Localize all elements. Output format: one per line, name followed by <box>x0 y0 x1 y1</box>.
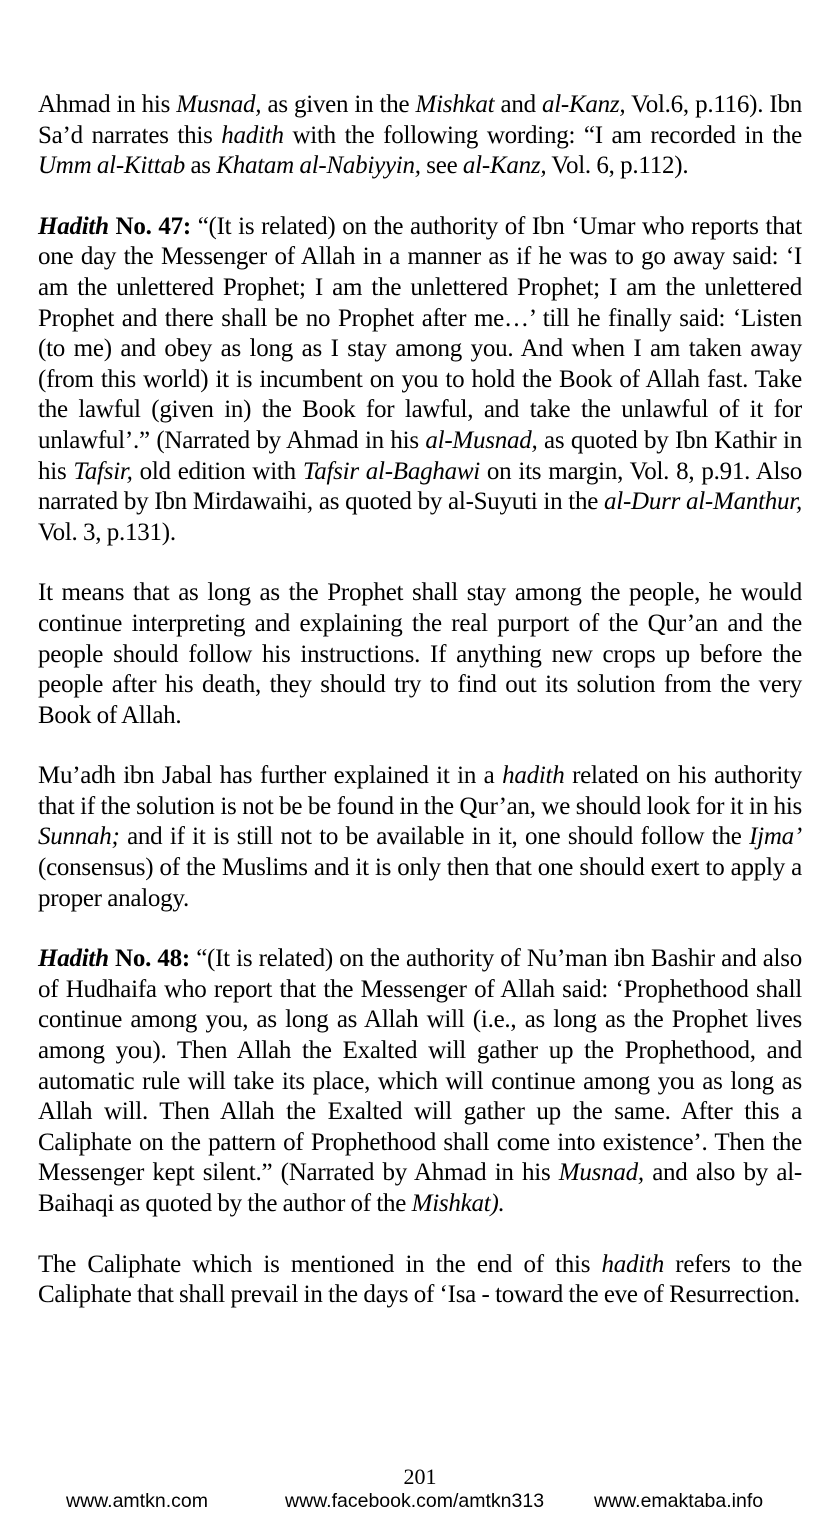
text-run: Khatam al-Nabiyyin, <box>216 152 421 180</box>
paragraph-hadith-48 <box>38 944 802 1219</box>
footer-link-amtkn[interactable]: www.amtkn.com <box>66 1490 208 1512</box>
paragraph-commentary-1 <box>38 578 802 731</box>
text-run: Hadith <box>38 212 109 240</box>
text-run: Musnad, <box>176 91 262 118</box>
text-run: Sunnah; <box>38 823 120 851</box>
footer <box>0 1490 840 1520</box>
text-run: hadith <box>221 121 284 149</box>
text-run: It means that as long as the Prophet shall stay among the people, he would continue interpreting and explaining the real purport of the Qur’an and the people should follow his instructions. If anything new crops up before the people after his death, they should try to find out its solution from the very Book of Allah. <box>38 579 802 729</box>
text-run: refers to the Caliphate that shall prevail in the days of ‘Isa - toward the eve of Resurrection. <box>38 1250 803 1309</box>
text-run: (consensus) of the Muslims and it is only then that one should exert to apply a proper analogy. <box>38 854 802 912</box>
paragraph-commentary-3 <box>38 1250 802 1311</box>
text-run: The Caliphate which is mentioned in the end of this <box>38 1250 602 1278</box>
text-run: “(It is related) on the authority of Nu’man ibn Bashir and also of Hudhaifa who report that the Messenger of Allah said: ‘Prophethood shall continue among you, as long as Allah will (i.e., as long as the Prophet lives among you). Then Allah the Exalted will gather up the Prophethood, and automatic rule will take its place, which will continue among you as long as Allah will. Then Allah the Exalted will gather up the same. After this a Caliphate on the pattern of Prophethood shall come into existence’. Then the Messenger kept silent.” (Narrated by Ahmad in his <box>38 945 802 1187</box>
text-run: Vol.6, p.116). Ibn Sa’d narrates this <box>38 91 802 149</box>
text-run: Mishkat). <box>411 1190 505 1217</box>
text-run: hadith <box>502 762 565 790</box>
text-run: Musnad, <box>558 1159 644 1187</box>
text-run: as <box>184 152 217 180</box>
text-run: Umm al-Kittab <box>38 152 185 180</box>
text-run: see <box>420 152 463 180</box>
text-run: Vol. 3, p.131). <box>38 518 176 546</box>
footer-link-facebook[interactable]: www.facebook.com/amtkn313 <box>285 1490 545 1512</box>
text-run: related on his authority that if the solution is not be be found in the Qur’an, we should look for it in his <box>38 762 802 820</box>
page-number: 201 <box>403 1464 437 1489</box>
text-run: al-Kanz, <box>462 152 547 180</box>
text-run: old edition with <box>132 457 303 485</box>
text-run: as quoted by Ibn Kathir in his <box>38 426 802 485</box>
paragraph-commentary-2 <box>38 761 802 914</box>
text-run: Ijma’ <box>749 823 802 851</box>
text-run: and if it is still not to be available in it, one should follow the <box>119 823 750 851</box>
text-run: Vol. 6, p.112). <box>546 152 689 180</box>
text-run: “(It is related) on the authority of Ibn ‘Umar who reports that one day the Messenger of Allah in a manner as if he was to go away said: ‘I am the unlettered Prophet; I am the unlettered Prophet; I am the unlettered Prophet and there shall be no Prophet after me…’ till he finally said: ‘Listen (to me) and obey as long as I stay among you. And when I am taken away (from this world) it is incumbent on you to hold the Book of Allah fast. Take the lawful (given in) the Book for lawful, and take the unlawful of it for unlawful’.” (Narrated by Ahmad in his <box>38 212 802 454</box>
footer-link-emaktaba[interactable]: www.emaktaba.info <box>594 1490 764 1512</box>
text-run: Tafsir, <box>73 457 133 485</box>
text-run: Hadith <box>38 945 109 973</box>
paragraph-continuation <box>38 90 802 182</box>
text-run: and also by al-Baihaqi as quoted by the author of the <box>38 1159 803 1217</box>
text-run: Mishkat <box>415 91 495 118</box>
text-run: as given in the <box>261 91 416 118</box>
text-run: Mu’adh ibn Jabal has further explained it in a <box>38 762 503 790</box>
text-run: and <box>494 91 542 118</box>
text-run: on its margin, Vol. 8, p.91. Also narrated by Ibn Mirdawaihi, as quoted by al-Suyuti in the <box>38 457 802 516</box>
text-run: No. 47: <box>108 212 191 240</box>
text-run: with the following wording: “I am recorded in the <box>283 121 802 149</box>
paragraph-hadith-47 <box>38 212 802 549</box>
text-run: Tafsir al-Baghawi <box>302 457 480 485</box>
text-run: al-Musnad, <box>425 426 538 454</box>
text-run: al-Kanz, <box>541 91 626 118</box>
page-body <box>38 90 802 1341</box>
text-run: Ahmad in his <box>38 91 177 118</box>
text-run: al-Durr al-Manthur, <box>604 488 802 516</box>
text-run: hadith <box>601 1250 664 1278</box>
text-run: No. 48: <box>108 945 190 973</box>
